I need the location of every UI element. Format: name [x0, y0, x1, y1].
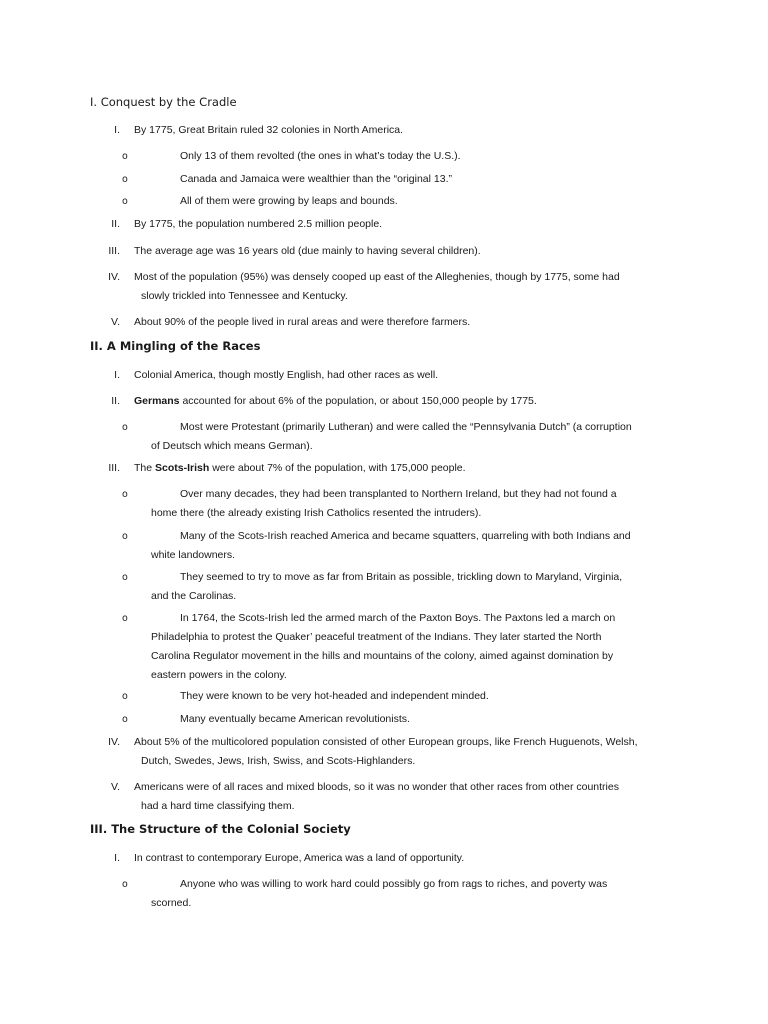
- bullet-icon: o: [122, 572, 128, 583]
- list-item-continuation: had a hard time classifying them.: [141, 800, 295, 812]
- list-number: IV.: [108, 736, 120, 748]
- list-number: V.: [111, 316, 120, 328]
- bullet-icon: o: [122, 879, 128, 890]
- list-item-continuation: Philadelphia to protest the Quaker’ peaceful treatment of the Indians. They later started the North: [151, 631, 602, 643]
- list-number: I.: [114, 124, 120, 136]
- list-item-continuation: eastern powers in the colony.: [151, 669, 287, 681]
- list-number: I.: [114, 852, 120, 864]
- bullet-icon: o: [122, 151, 128, 162]
- list-item-text: Many of the Scots-Irish reached America and became squatters, quarreling with both Indians and: [180, 530, 631, 542]
- list-item-text: Many eventually became American revolutionists.: [180, 713, 410, 725]
- list-item-text: Most were Protestant (primarily Lutheran) and were called the “Pennsylvania Dutch” (a corruption: [180, 421, 632, 433]
- list-item-continuation: of Deutsch which means German).: [151, 440, 313, 452]
- list-item-continuation: Carolina Regulator movement in the hills and mountains of the colony, aimed against domination by: [151, 650, 614, 662]
- list-item-text: In contrast to contemporary Europe, America was a land of opportunity.: [134, 852, 465, 864]
- list-item-text: They seemed to try to move as far from Britain as possible, trickling down to Maryland, Virginia,: [180, 571, 623, 583]
- section-heading: I. Conquest by the Cradle: [90, 95, 237, 109]
- list-item-text: Only 13 of them revolted (the ones in what’s today the U.S.).: [180, 150, 461, 162]
- list-number: II.: [111, 218, 120, 230]
- bullet-icon: o: [122, 422, 128, 433]
- list-item-text: Colonial America, though mostly English, had other races as well.: [134, 369, 439, 381]
- section-heading: III. The Structure of the Colonial Society: [90, 822, 351, 836]
- bullet-icon: o: [122, 613, 128, 624]
- list-item-text: By 1775, the population numbered 2.5 million people.: [134, 218, 383, 230]
- emphasis-germans: Germans: [134, 395, 180, 407]
- list-item-text: All of them were growing by leaps and bounds.: [180, 195, 398, 207]
- list-item-continuation: and the Carolinas.: [151, 590, 237, 602]
- bullet-icon: o: [122, 196, 128, 207]
- list-item-continuation: slowly trickled into Tennessee and Kentucky.: [141, 290, 348, 302]
- list-item-text: Anyone who was willing to work hard could possibly go from rags to riches, and poverty was: [180, 878, 608, 890]
- list-item-text: The Scots-Irish were about 7% of the population, with 175,000 people.: [134, 462, 466, 474]
- list-number: III.: [108, 462, 120, 474]
- list-number: III.: [108, 245, 120, 257]
- list-item-text: About 90% of the people lived in rural areas and were therefore farmers.: [134, 316, 471, 328]
- list-number: I.: [114, 369, 120, 381]
- list-number: V.: [111, 781, 120, 793]
- list-item-text: About 5% of the multicolored population consisted of other European groups, like French Huguenots, Welsh,: [134, 736, 638, 748]
- bullet-icon: o: [122, 489, 128, 500]
- section-heading: II. A Mingling of the Races: [90, 339, 261, 353]
- list-number: II.: [111, 395, 120, 407]
- bullet-icon: o: [122, 531, 128, 542]
- bullet-icon: o: [122, 691, 128, 702]
- list-item-text: Canada and Jamaica were wealthier than the “original 13.”: [180, 173, 452, 185]
- list-item-text: Over many decades, they had been transplanted to Northern Ireland, but they had not found a: [180, 488, 617, 500]
- list-item-text: They were known to be very hot-headed and independent minded.: [180, 690, 489, 702]
- bullet-icon: o: [122, 174, 128, 185]
- list-item-continuation: home there (the already existing Irish Catholics resented the intruders).: [151, 507, 482, 519]
- list-item-text: The average age was 16 years old (due mainly to having several children).: [134, 245, 481, 257]
- list-item-continuation: white landowners.: [151, 549, 236, 561]
- emphasis-scots-irish: Scots-Irish: [155, 462, 210, 474]
- list-item-text: By 1775, Great Britain ruled 32 colonies in North America.: [134, 124, 404, 136]
- list-item-text: Americans were of all races and mixed bloods, so it was no wonder that other races from other countries: [134, 781, 619, 793]
- list-item-text: Germans accounted for about 6% of the population, or about 150,000 people by 1775.: [134, 395, 537, 407]
- list-item-continuation: scorned.: [151, 897, 192, 909]
- bullet-icon: o: [122, 714, 128, 725]
- list-item-text: Most of the population (95%) was densely cooped up east of the Alleghenies, though by 1775, some had: [134, 271, 620, 283]
- list-item-continuation: Dutch, Swedes, Jews, Irish, Swiss, and Scots-Highlanders.: [141, 755, 416, 767]
- list-item-text: In 1764, the Scots-Irish led the armed march of the Paxton Boys. The Paxtons led a march on: [180, 612, 616, 624]
- list-number: IV.: [108, 271, 120, 283]
